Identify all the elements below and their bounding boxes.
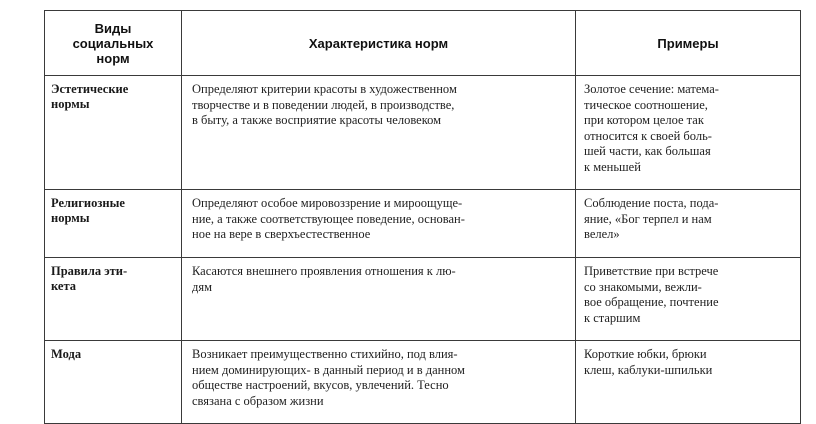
norm-name-line: нормы (51, 211, 90, 225)
table-row (45, 341, 801, 424)
header-line: норм (96, 50, 130, 66)
header-line: Виды (94, 20, 132, 36)
social-norms-table (44, 10, 801, 424)
example-line: шей части, как большая (584, 144, 711, 158)
norm-name-line: Религиозные (51, 196, 125, 210)
table-row (45, 76, 801, 190)
description-cell (182, 341, 576, 424)
example-line: к старшим (584, 310, 641, 325)
table-row (45, 258, 801, 341)
description-line: обществе настроений, вкусов, увлечений. Тесно (192, 378, 449, 392)
examples-cell (576, 76, 801, 190)
description-line: творчестве и в поведении людей, в производстве, (192, 97, 455, 112)
example-line: со знакомыми, вежли- (584, 279, 702, 294)
header-line: социальных (72, 35, 154, 51)
example-line: вое обращение, почтение (584, 295, 719, 309)
description-line: Касаются внешнего проявления отношения к лю- (192, 264, 456, 278)
header-characteristics (182, 11, 576, 76)
description-line: в быту, а также восприятие красоты человеком (192, 113, 442, 127)
example-line: Приветствие при встрече (584, 264, 719, 278)
examples-cell (576, 190, 801, 258)
description-cell (182, 190, 576, 258)
description-line: связана с образом жизни (192, 393, 324, 408)
description-line: Определяют особое мировоззрение и мироощуще- (192, 196, 463, 210)
norm-name-line: Эстетические (51, 82, 129, 96)
norm-name-cell (45, 258, 182, 341)
example-line: велел» (584, 227, 620, 241)
description-line: ное на вере в сверхъестественное (192, 227, 371, 241)
norm-name-line: Правила эти- (51, 264, 128, 278)
header-norm-types (45, 11, 182, 76)
norm-name-line: кета (51, 279, 76, 293)
example-line: яние, «Бог терпел и нам (584, 211, 712, 226)
norm-name-line: Мода (51, 347, 82, 361)
header-examples (576, 11, 801, 76)
norm-name-cell (45, 341, 182, 424)
example-line: при котором целое так (584, 113, 704, 127)
example-line: клеш, каблуки-шпильки (584, 362, 713, 377)
examples-cell (576, 341, 801, 424)
example-line: Соблюдение поста, пода- (584, 196, 719, 210)
description-line: дям (192, 279, 213, 294)
norm-name-cell (45, 76, 182, 190)
table-row (45, 190, 801, 258)
description-line: ние, а также соответствующее поведение, основан- (192, 211, 465, 226)
example-line: Золотое сечение: матема- (584, 82, 719, 96)
example-line: тическое соотношение, (584, 97, 708, 112)
norm-name-cell (45, 190, 182, 258)
header-line: Характеристика норм (308, 35, 449, 51)
example-line: относится к своей боль- (584, 128, 712, 143)
description-line: нием доминирующих- в данный период и в данном (192, 362, 465, 377)
norm-name-line: нормы (51, 97, 90, 111)
header-line: Примеры (657, 35, 719, 51)
description-line: Определяют критерии красоты в художественном (192, 82, 457, 96)
examples-cell (576, 258, 801, 341)
example-line: Короткие юбки, брюки (584, 347, 707, 361)
description-line: Возникает преимущественно стихийно, под влия- (192, 347, 458, 361)
description-cell (182, 258, 576, 341)
example-line: к меньшей (584, 159, 641, 174)
header-row (45, 11, 801, 76)
description-cell (182, 76, 576, 190)
